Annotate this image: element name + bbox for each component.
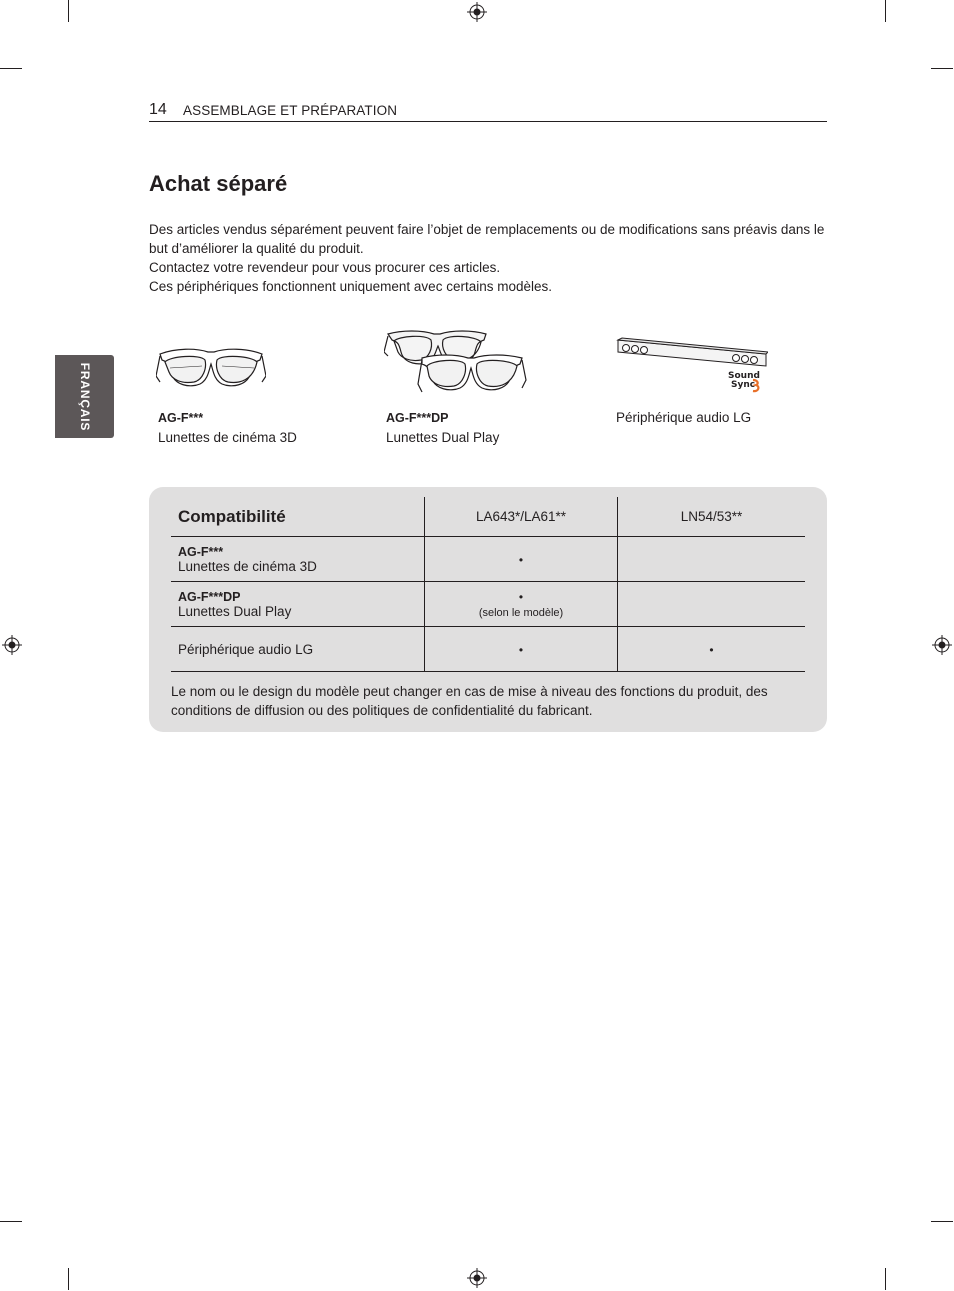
- table-cell: •: [425, 537, 618, 582]
- compatibility-title: Compatibilité: [178, 506, 286, 526]
- registration-mark-icon: [467, 2, 487, 22]
- section-title: ASSEMBLAGE ET PRÉPARATION: [183, 103, 398, 118]
- product-name: Lunettes Dual Play: [386, 430, 500, 445]
- crop-mark: [68, 0, 69, 22]
- page-title: Achat séparé: [149, 171, 288, 196]
- crop-mark: [931, 68, 953, 69]
- table-row: [171, 582, 805, 627]
- registration-mark-icon: [2, 635, 22, 655]
- product-name: Lunettes de cinéma 3D: [158, 430, 297, 445]
- product-code: AG-F***: [158, 411, 204, 425]
- row-code: AG-F***DP: [178, 590, 241, 604]
- row-name: Périphérique audio LG: [178, 641, 314, 657]
- registration-mark-icon: [932, 635, 952, 655]
- product-item: [158, 328, 358, 447]
- table-cell: • (selon le modèle): [425, 582, 618, 627]
- row-label: [171, 582, 425, 627]
- crop-mark: [68, 1268, 69, 1290]
- language-tab-label: FRANÇAIS: [77, 362, 92, 431]
- table-header-row: [171, 497, 805, 537]
- table-cell: [618, 537, 806, 582]
- row-code: AG-F***: [178, 545, 224, 559]
- column-header: LN54/53**: [618, 497, 806, 537]
- crop-mark: [0, 68, 22, 69]
- table-cell: •: [425, 627, 618, 672]
- page-number: 14: [149, 101, 167, 118]
- table-cell: •: [618, 627, 806, 672]
- intro-paragraph: Ces périphériques fonctionnent uniquement avec certains modèles.: [149, 279, 552, 294]
- crop-mark: [885, 1268, 886, 1290]
- dual-play-glasses-icon: [384, 328, 529, 400]
- compatibility-table: [171, 497, 805, 672]
- crop-mark: [0, 1221, 22, 1222]
- intro-text: [149, 220, 829, 296]
- table-cell: [618, 582, 806, 627]
- intro-paragraph: Contactez votre revendeur pour vous procurer ces articles.: [149, 260, 501, 275]
- soundbar-icon: [616, 336, 768, 406]
- 3d-glasses-icon: [156, 342, 266, 412]
- logo-text: Sync: [731, 380, 756, 390]
- table-row: [171, 537, 805, 582]
- product-item: [386, 328, 586, 447]
- row-label: [171, 537, 425, 582]
- header-divider: [149, 121, 827, 122]
- crop-mark: [885, 0, 886, 22]
- logo-text: Sound: [728, 371, 760, 381]
- registration-mark-icon: [467, 1268, 487, 1288]
- compatibility-footnote: Le nom ou le design du modèle peut changer en cas de mise à niveau des fonctions du produit, des conditions de diffusion ou des politiques de confidentialité du fabricant.: [171, 684, 768, 718]
- product-name: Périphérique audio LG: [616, 410, 752, 425]
- intro-paragraph: Des articles vendus séparément peuvent faire l’objet de remplacements ou de modifications sans préavis dans le but d’améliorer la qualité du produit.: [149, 222, 825, 256]
- crop-mark: [931, 1221, 953, 1222]
- row-label: [171, 627, 425, 672]
- column-header: LA643*/LA61**: [425, 497, 618, 537]
- cell-note: (selon le modèle): [478, 607, 564, 619]
- row-name: Lunettes de cinéma 3D: [178, 559, 317, 574]
- row-name: Lunettes Dual Play: [178, 604, 292, 619]
- language-tab: [55, 355, 114, 438]
- product-code: AG-F***DP: [386, 411, 449, 425]
- table-row: [171, 627, 805, 672]
- product-item: [616, 328, 816, 427]
